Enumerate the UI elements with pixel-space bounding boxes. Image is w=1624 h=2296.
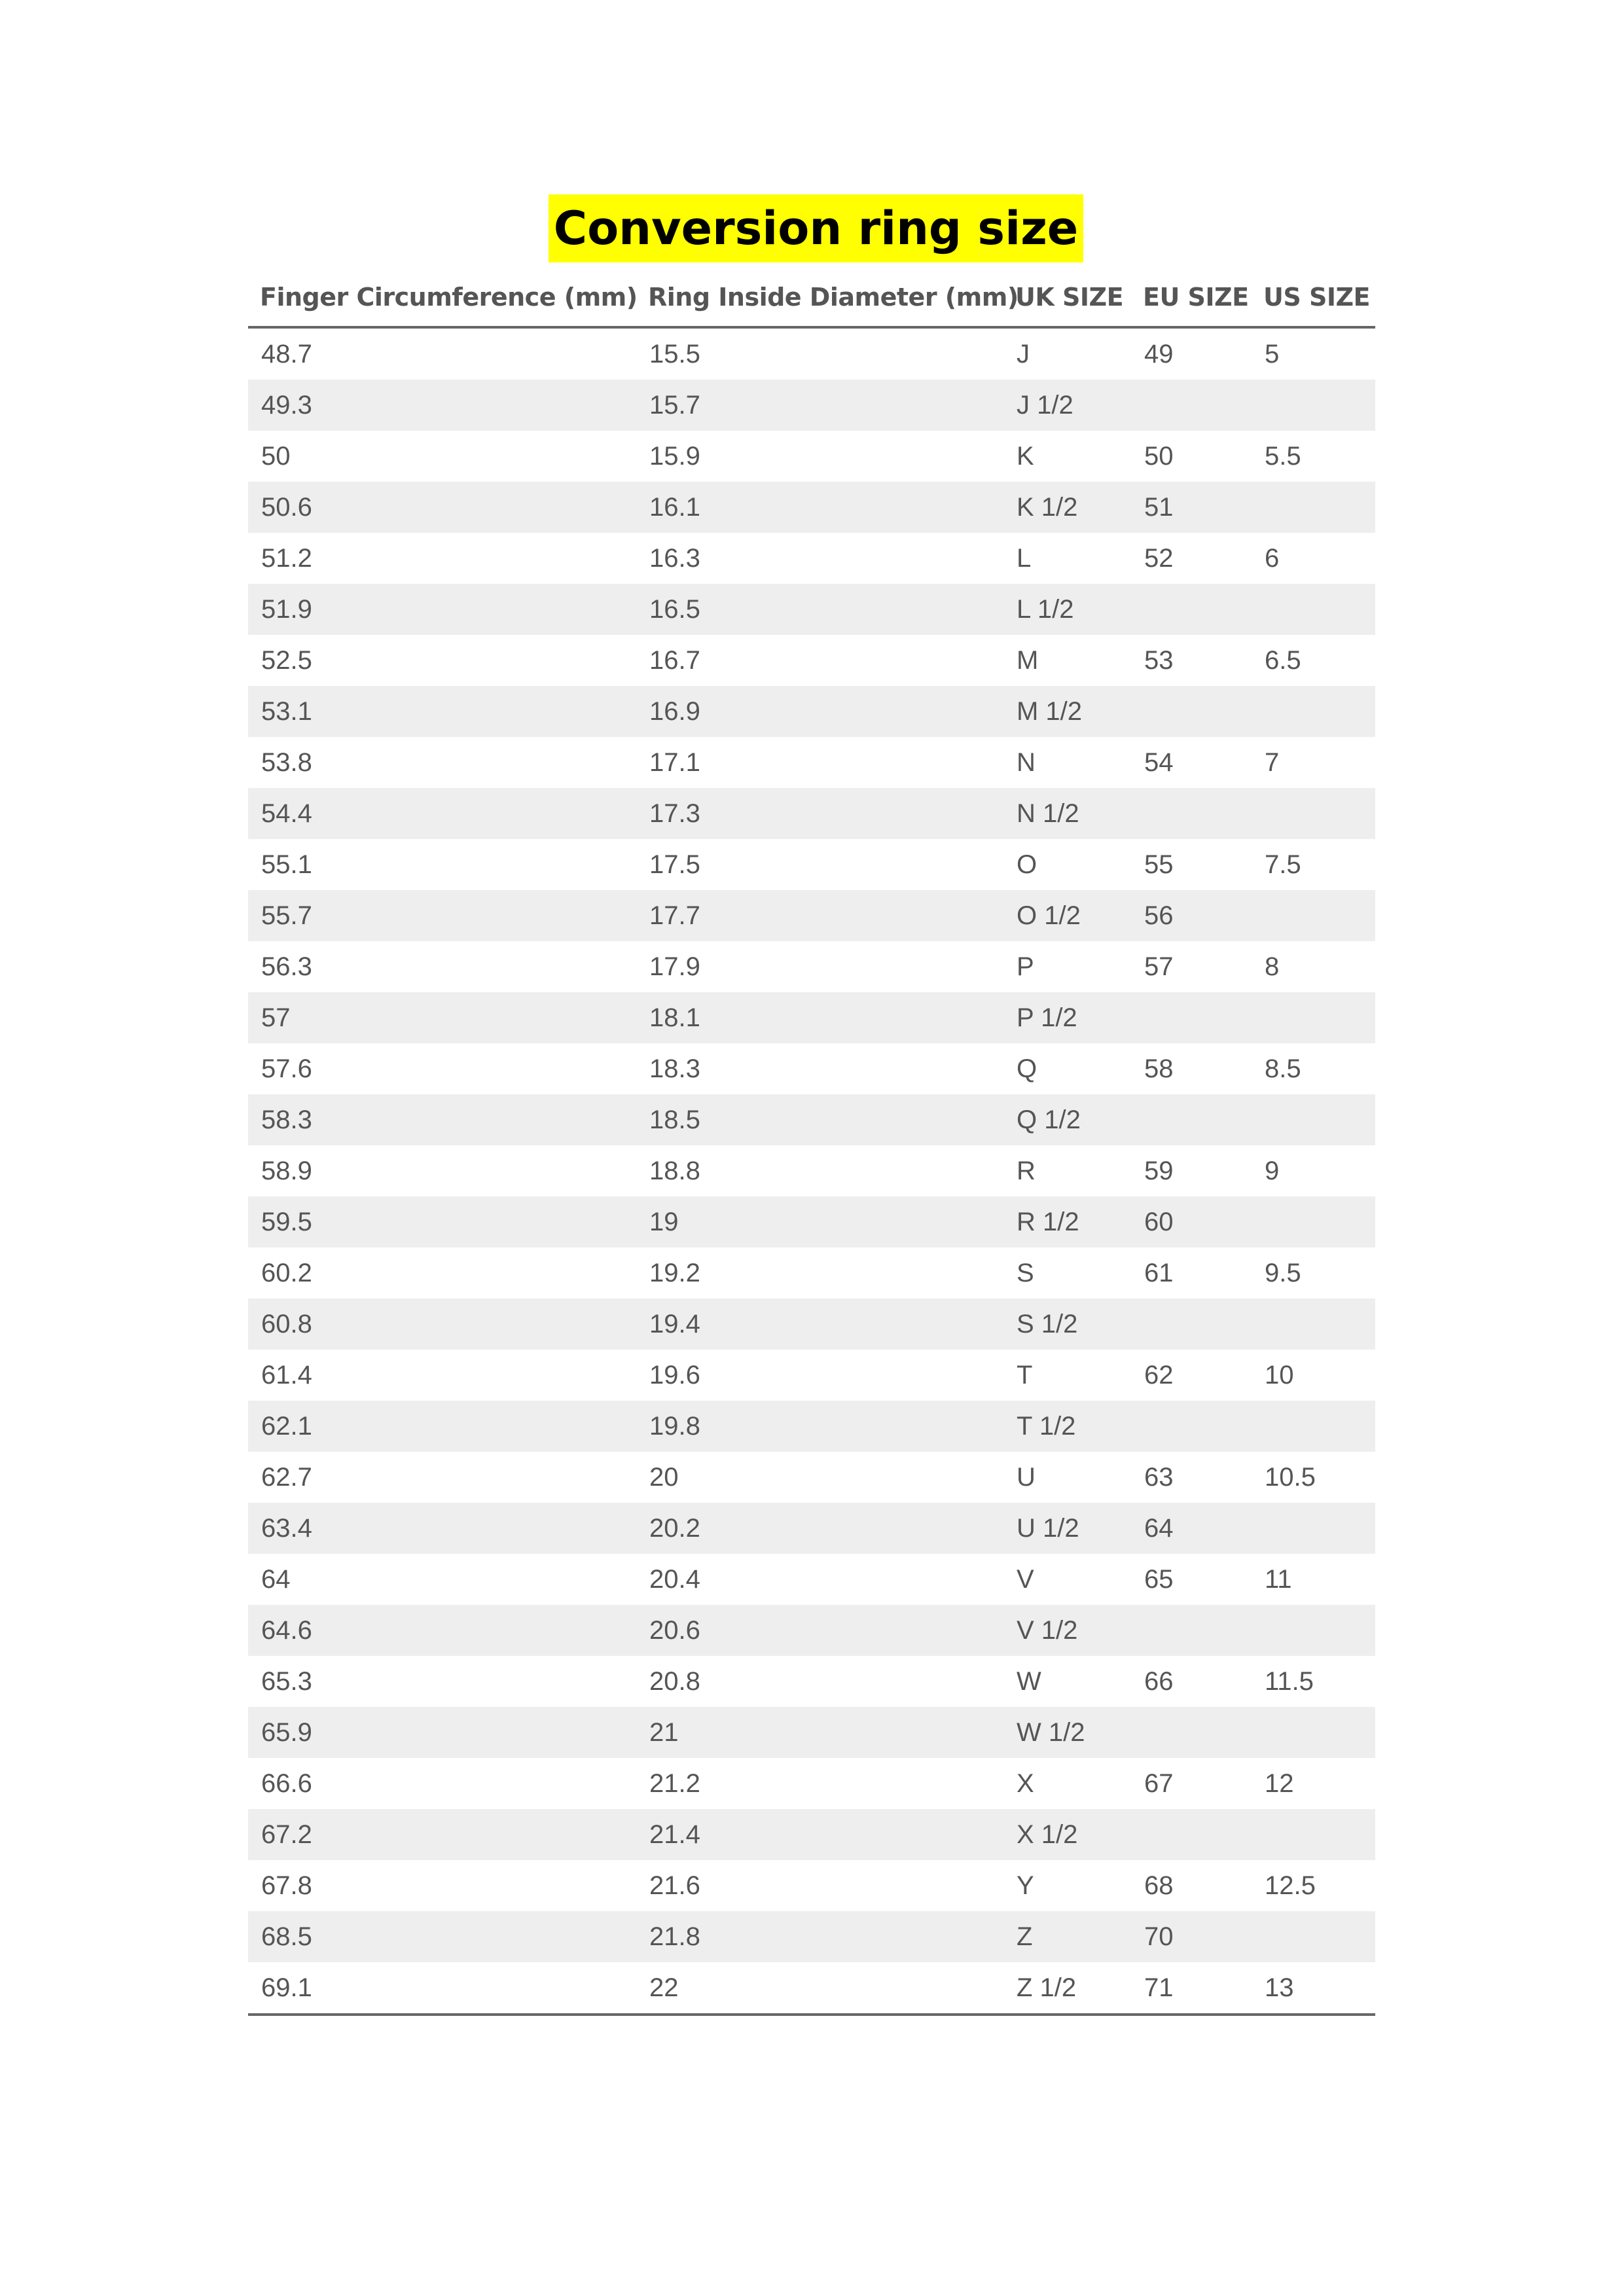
uk-size-cell: Y: [1017, 1871, 1034, 1900]
table-row: [248, 1554, 1375, 1605]
ring-inside-diameter-cell: 19.2: [649, 1258, 700, 1287]
eu-size-cell: [1131, 1605, 1252, 1656]
uk-size-cell: K 1/2: [1003, 482, 1131, 533]
us-size-cell: 8: [1265, 952, 1280, 981]
table-row: [248, 788, 1375, 839]
us-size-cell: [1252, 1605, 1375, 1656]
uk-size-cell: L 1/2: [1003, 584, 1131, 635]
finger-circumference-cell: 61.4: [261, 1360, 312, 1390]
table-row: [248, 1350, 1375, 1401]
finger-circumference-cell: 66.6: [261, 1768, 312, 1798]
eu-size-cell: [1131, 584, 1252, 635]
table-row: [248, 839, 1375, 890]
us-size-cell: [1252, 1196, 1375, 1247]
finger-circumference-cell: 68.5: [248, 1911, 636, 1962]
table-row: [248, 327, 1375, 380]
ring-inside-diameter-cell: 16.9: [636, 686, 1003, 737]
uk-size-cell: S 1/2: [1003, 1299, 1131, 1350]
ring-inside-diameter-cell: 17.1: [649, 747, 700, 777]
table-row: [248, 1094, 1375, 1145]
us-size-cell: 6: [1265, 543, 1280, 573]
uk-size-cell: N: [1017, 747, 1036, 777]
page-title: Conversion ring size: [549, 194, 1084, 262]
us-size-cell: 6.5: [1265, 645, 1301, 675]
finger-circumference-cell: 53.8: [261, 747, 312, 777]
table-row: [248, 1299, 1375, 1350]
ring-inside-diameter-cell: 19.8: [636, 1401, 1003, 1452]
table-row: [248, 1196, 1375, 1247]
finger-circumference-cell: 58.9: [261, 1156, 312, 1185]
eu-size-cell: 54: [1144, 747, 1174, 777]
uk-size-cell: P 1/2: [1003, 992, 1131, 1043]
us-size-cell: 13: [1252, 1962, 1375, 2015]
ring-inside-diameter-cell: 20.6: [636, 1605, 1003, 1656]
eu-size-cell: [1131, 788, 1252, 839]
us-size-cell: [1252, 1299, 1375, 1350]
uk-size-cell: X 1/2: [1003, 1809, 1131, 1860]
ring-inside-diameter-cell: 16.1: [636, 482, 1003, 533]
finger-circumference-cell: 64: [261, 1564, 291, 1594]
table-row: [248, 431, 1375, 482]
us-size-cell: [1252, 482, 1375, 533]
eu-size-cell: 66: [1144, 1666, 1174, 1696]
ring-inside-diameter-cell: 20.2: [636, 1503, 1003, 1554]
us-size-cell: 11: [1265, 1564, 1292, 1594]
finger-circumference-cell: 67.8: [261, 1871, 312, 1900]
eu-size-cell: 59: [1144, 1156, 1174, 1185]
table-header-row: [248, 268, 1375, 327]
us-size-cell: [1252, 992, 1375, 1043]
ring-inside-diameter-cell: 19.4: [636, 1299, 1003, 1350]
ring-inside-diameter-cell: 16.7: [649, 645, 700, 675]
finger-circumference-cell: 55.7: [248, 890, 636, 941]
ring-inside-diameter-cell: 19.6: [649, 1360, 700, 1390]
finger-circumference-cell: 57: [248, 992, 636, 1043]
eu-size-cell: [1131, 1299, 1252, 1350]
finger-circumference-cell: 51.2: [261, 543, 312, 573]
ring-inside-diameter-cell: 16.3: [649, 543, 700, 573]
table-row: [248, 1911, 1375, 1962]
us-size-cell: 12: [1265, 1768, 1294, 1798]
table-row: [248, 1860, 1375, 1911]
finger-circumference-cell: 63.4: [248, 1503, 636, 1554]
ring-inside-diameter-cell: 21.2: [649, 1768, 700, 1798]
table-row: [248, 1145, 1375, 1196]
eu-size-cell: 61: [1144, 1258, 1174, 1287]
us-size-cell: [1252, 1911, 1375, 1962]
uk-size-cell: T 1/2: [1003, 1401, 1131, 1452]
uk-size-cell: J 1/2: [1003, 380, 1131, 431]
uk-size-cell: P: [1017, 952, 1034, 981]
uk-size-cell: M 1/2: [1003, 686, 1131, 737]
us-size-cell: [1252, 890, 1375, 941]
us-size-cell: [1252, 1503, 1375, 1554]
us-size-cell: 8.5: [1265, 1054, 1301, 1083]
us-size-cell: 9.5: [1265, 1258, 1301, 1287]
ring-inside-diameter-cell: 15.7: [636, 380, 1003, 431]
uk-size-cell: L: [1017, 543, 1032, 573]
header-eu-size: EU SIZE: [1131, 268, 1252, 327]
uk-size-cell: N 1/2: [1003, 788, 1131, 839]
eu-size-cell: 56: [1131, 890, 1252, 941]
ring-inside-diameter-cell: 17.3: [636, 788, 1003, 839]
eu-size-cell: 68: [1144, 1871, 1174, 1900]
eu-size-cell: [1131, 1401, 1252, 1452]
uk-size-cell: M: [1017, 645, 1039, 675]
table-row: [248, 482, 1375, 533]
eu-size-cell: [1131, 1094, 1252, 1145]
table-row: [248, 1605, 1375, 1656]
eu-size-cell: [1131, 1809, 1252, 1860]
uk-size-cell: S: [1017, 1258, 1034, 1287]
finger-circumference-cell: 58.3: [248, 1094, 636, 1145]
ring-inside-diameter-cell: 21.8: [636, 1911, 1003, 1962]
table-row: [248, 1503, 1375, 1554]
eu-size-cell: 65: [1144, 1564, 1174, 1594]
us-size-cell: [1252, 1094, 1375, 1145]
us-size-cell: [1252, 788, 1375, 839]
uk-size-cell: O: [1017, 850, 1038, 879]
eu-size-cell: 67: [1144, 1768, 1174, 1798]
ring-inside-diameter-cell: 18.5: [636, 1094, 1003, 1145]
table-row: [248, 1758, 1375, 1809]
ring-size-table: [248, 268, 1375, 2016]
uk-size-cell: W: [1017, 1666, 1041, 1696]
ring-inside-diameter-cell: 17.7: [636, 890, 1003, 941]
us-size-cell: [1252, 1707, 1375, 1758]
table-row: [248, 890, 1375, 941]
table-row: [248, 686, 1375, 737]
ring-inside-diameter-cell: 21.4: [636, 1809, 1003, 1860]
ring-inside-diameter-cell: 15.9: [649, 441, 700, 471]
us-size-cell: [1252, 1809, 1375, 1860]
eu-size-cell: 52: [1144, 543, 1174, 573]
table-row: [248, 1452, 1375, 1503]
table-row: [248, 992, 1375, 1043]
ring-inside-diameter-cell: 15.5: [649, 339, 700, 368]
uk-size-cell: W 1/2: [1003, 1707, 1131, 1758]
eu-size-cell: [1131, 1707, 1252, 1758]
eu-size-cell: 70: [1131, 1911, 1252, 1962]
ring-inside-diameter-cell: 18.1: [636, 992, 1003, 1043]
ring-inside-diameter-cell: 20.8: [649, 1666, 700, 1696]
header-us-size: US SIZE: [1252, 268, 1375, 327]
finger-circumference-cell: 62.1: [248, 1401, 636, 1452]
eu-size-cell: 58: [1144, 1054, 1174, 1083]
uk-size-cell: Q: [1017, 1054, 1038, 1083]
eu-size-cell: [1131, 380, 1252, 431]
uk-size-cell: Z: [1003, 1911, 1131, 1962]
eu-size-cell: 71: [1131, 1962, 1252, 2015]
table-row: [248, 1707, 1375, 1758]
table-row: [248, 1962, 1375, 2015]
ring-inside-diameter-cell: 20.4: [649, 1564, 700, 1594]
table-body: [248, 327, 1375, 2015]
finger-circumference-cell: 48.7: [261, 339, 312, 368]
finger-circumference-cell: 65.9: [248, 1707, 636, 1758]
eu-size-cell: 57: [1144, 952, 1174, 981]
finger-circumference-cell: 49.3: [248, 380, 636, 431]
eu-size-cell: [1131, 686, 1252, 737]
us-size-cell: [1252, 1401, 1375, 1452]
finger-circumference-cell: 65.3: [261, 1666, 312, 1696]
uk-size-cell: V 1/2: [1003, 1605, 1131, 1656]
us-size-cell: 10: [1265, 1360, 1294, 1390]
eu-size-cell: 63: [1144, 1462, 1174, 1492]
finger-circumference-cell: 51.9: [248, 584, 636, 635]
ring-inside-diameter-cell: 17.9: [649, 952, 700, 981]
eu-size-cell: 49: [1144, 339, 1174, 368]
us-size-cell: 7.5: [1265, 850, 1301, 879]
uk-size-cell: T: [1017, 1360, 1033, 1390]
uk-size-cell: V: [1017, 1564, 1034, 1594]
eu-size-cell: 50: [1144, 441, 1174, 471]
table-row: [248, 1809, 1375, 1860]
us-size-cell: 9: [1265, 1156, 1280, 1185]
finger-circumference-cell: 60.8: [248, 1299, 636, 1350]
finger-circumference-cell: 50.6: [248, 482, 636, 533]
ring-inside-diameter-cell: 21: [636, 1707, 1003, 1758]
finger-circumference-cell: 50: [261, 441, 291, 471]
table-row: [248, 1656, 1375, 1707]
uk-size-cell: U 1/2: [1003, 1503, 1131, 1554]
us-size-cell: [1252, 380, 1375, 431]
us-size-cell: 10.5: [1265, 1462, 1316, 1492]
finger-circumference-cell: 67.2: [248, 1809, 636, 1860]
finger-circumference-cell: 52.5: [261, 645, 312, 675]
table-row: [248, 533, 1375, 584]
us-size-cell: [1252, 686, 1375, 737]
uk-size-cell: R 1/2: [1003, 1196, 1131, 1247]
ring-inside-diameter-cell: 16.5: [636, 584, 1003, 635]
table-row: [248, 584, 1375, 635]
finger-circumference-cell: 60.2: [261, 1258, 312, 1287]
uk-size-cell: K: [1017, 441, 1034, 471]
finger-circumference-cell: 55.1: [261, 850, 312, 879]
ring-inside-diameter-cell: 19: [636, 1196, 1003, 1247]
table-row: [248, 941, 1375, 992]
uk-size-cell: R: [1017, 1156, 1036, 1185]
finger-circumference-cell: 64.6: [248, 1605, 636, 1656]
eu-size-cell: 62: [1144, 1360, 1174, 1390]
finger-circumference-cell: 53.1: [248, 686, 636, 737]
us-size-cell: 5: [1265, 339, 1280, 368]
uk-size-cell: X: [1017, 1768, 1034, 1798]
table-row: [248, 1247, 1375, 1299]
ring-inside-diameter-cell: 17.5: [649, 850, 700, 879]
us-size-cell: 7: [1265, 747, 1280, 777]
finger-circumference-cell: 57.6: [261, 1054, 312, 1083]
finger-circumference-cell: 56.3: [261, 952, 312, 981]
eu-size-cell: 55: [1144, 850, 1174, 879]
eu-size-cell: 60: [1131, 1196, 1252, 1247]
uk-size-cell: Z 1/2: [1003, 1962, 1131, 2015]
eu-size-cell: [1131, 992, 1252, 1043]
uk-size-cell: O 1/2: [1003, 890, 1131, 941]
header-uk-size: UK SIZE: [1003, 268, 1131, 327]
eu-size-cell: 51: [1131, 482, 1252, 533]
ring-inside-diameter-cell: 18.3: [649, 1054, 700, 1083]
uk-size-cell: U: [1017, 1462, 1036, 1492]
us-size-cell: [1252, 584, 1375, 635]
finger-circumference-cell: 62.7: [261, 1462, 312, 1492]
eu-size-cell: 64: [1131, 1503, 1252, 1554]
table-row: [248, 380, 1375, 431]
ring-inside-diameter-cell: 21.6: [649, 1871, 700, 1900]
ring-inside-diameter-cell: 18.8: [649, 1156, 700, 1185]
finger-circumference-cell: 59.5: [248, 1196, 636, 1247]
us-size-cell: 12.5: [1265, 1871, 1316, 1900]
uk-size-cell: Q 1/2: [1003, 1094, 1131, 1145]
table-row: [248, 635, 1375, 686]
eu-size-cell: 53: [1144, 645, 1174, 675]
us-size-cell: 11.5: [1265, 1666, 1314, 1696]
table-row: [248, 1401, 1375, 1452]
table-row: [248, 1043, 1375, 1094]
us-size-cell: 5.5: [1265, 441, 1301, 471]
header-finger-circumference: Finger Circumference (mm): [248, 268, 636, 327]
uk-size-cell: J: [1017, 339, 1030, 368]
ring-inside-diameter-cell: 20: [649, 1462, 679, 1492]
finger-circumference-cell: 69.1: [248, 1962, 636, 2015]
ring-inside-diameter-cell: 22: [636, 1962, 1003, 2015]
header-ring-inside-diameter: Ring Inside Diameter (mm): [636, 268, 1003, 327]
title-wrapper: [0, 194, 1624, 262]
table-row: [248, 737, 1375, 788]
finger-circumference-cell: 54.4: [248, 788, 636, 839]
